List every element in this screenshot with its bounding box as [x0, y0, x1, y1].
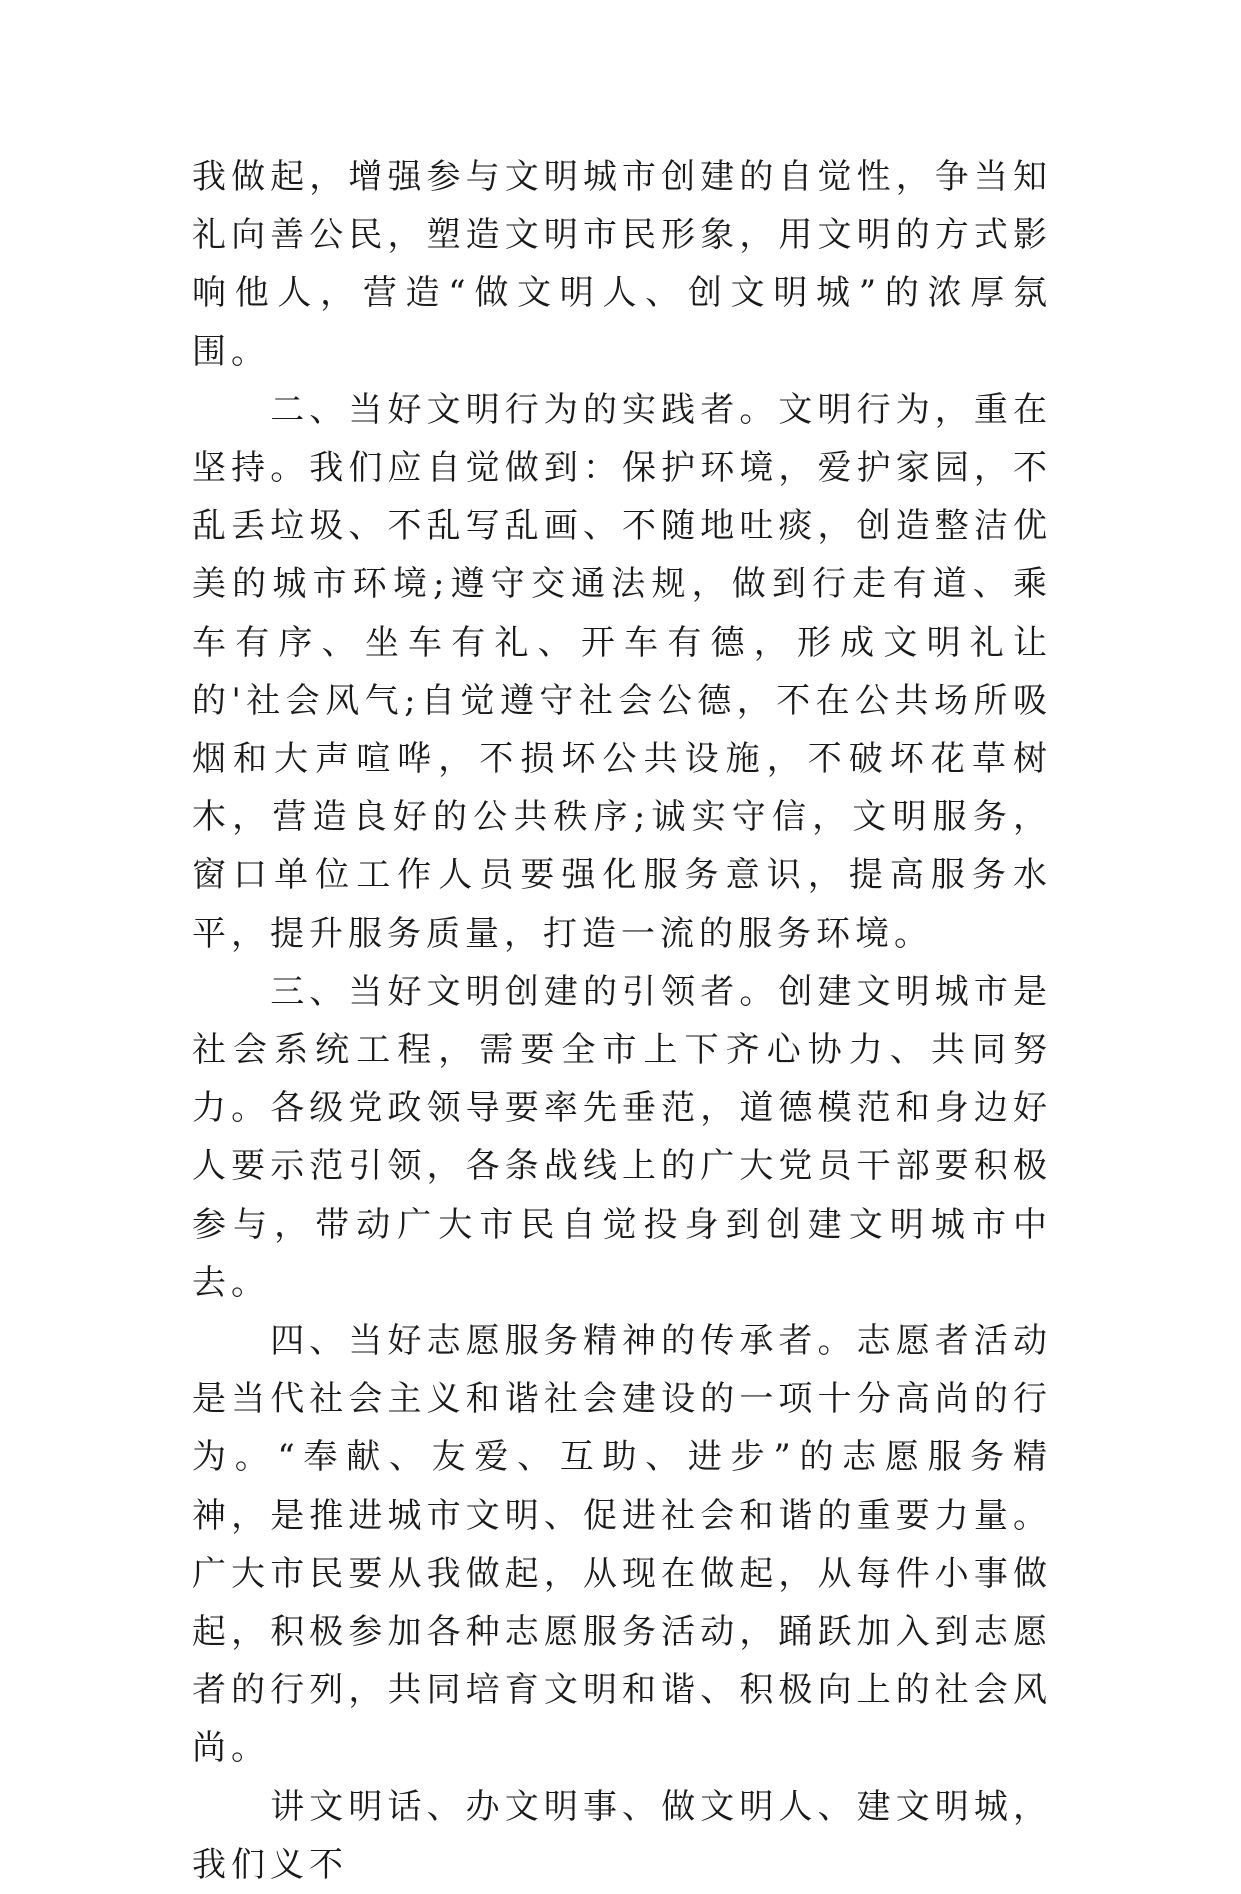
paragraph-practitioner: 二、当好文明行为的实践者。文明行为，重在坚持。我们应自觉做到：保护环境，爱护家园，不乱丢垃圾、不乱写乱画、不随地吐痰，创造整洁优美的城市环境;遵守交通法规，做到行走有道、乘车有序、坐车有礼、开车有德，形成文明礼让的'社会风气;自觉遵守社会公德，不在公共场所吸烟和大声喧哗，不损坏公共设施，不破坏花草树木，营造良好的公共秩序;诚实守信，文明服务，窗口单位工作人员要强化服务意识，提高服务水平，提升服务质量，打造一流的服务环境。 [192, 389, 1052, 954]
paragraph-continuation: 我做起，增强参与文明城市创建的自觉性，争当知礼向善公民，塑造文明市民形象，用文明的方式影响他人，营造“做文明人、创文明城”的浓厚氛围。 [192, 157, 1052, 372]
paragraph-leader: 三、当好文明创建的引领者。创建文明城市是社会系统工程，需要全市上下齐心协力、共同努力。各级党政领导要率先垂范，道德模范和身边好人要示范引领，各条战线上的广大党员干部要积极参与，带动广大市民自觉投身到创建文明城市中去。 [192, 971, 1052, 1303]
paragraph-closing: 讲文明话、办文明事、做文明人、建文明城，我们义不 [192, 1786, 1052, 1885]
document-body [192, 148, 1052, 1894]
paragraph-volunteer: 四、当好志愿服务精神的传承者。志愿者活动是当代社会主义和谐社会建设的一项十分高尚的行为。“奉献、友爱、互助、进步”的志愿服务精神，是推进城市文明、促进社会和谐的重要力量。广大市民要从我做起，从现在做起，从每件小事做起，积极参加各种志愿服务活动，踊跃加入到志愿者的行列，共同培育文明和谐、积极向上的社会风尚。 [192, 1321, 1052, 1769]
